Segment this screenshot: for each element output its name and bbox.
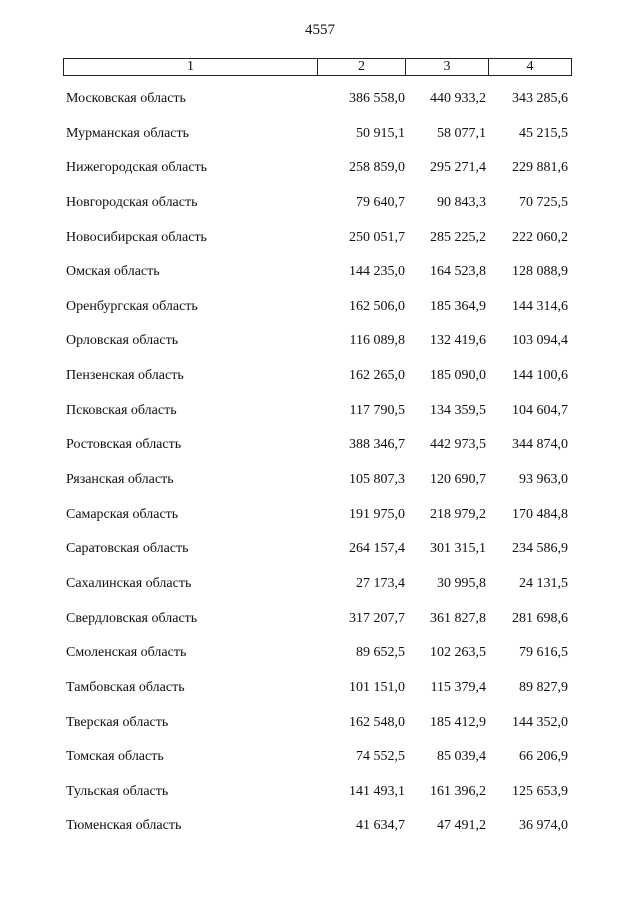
value-col-2: 162 548,0 [349,714,405,730]
value-col-4: 104 604,7 [512,402,568,418]
table-row [63,359,571,394]
value-col-4: 229 881,6 [512,160,568,176]
region-name: Мурманская область [66,125,190,141]
value-col-2: 74 552,5 [356,749,405,765]
table-row [63,290,571,325]
value-col-3: 134 359,5 [430,402,486,418]
value-col-3: 90 843,3 [437,194,486,210]
region-name: Смоленская область [66,645,187,661]
value-col-3: 164 523,8 [430,264,486,280]
value-col-3: 120 690,7 [430,472,486,488]
value-col-4: 66 206,9 [519,749,568,765]
value-col-3: 442 973,5 [430,437,486,453]
table-row [63,324,571,359]
column-header-1: 1 [64,59,318,76]
value-col-2: 79 640,7 [356,194,405,210]
value-col-2: 258 859,0 [349,160,405,176]
value-col-2: 141 493,1 [349,783,405,799]
region-name: Московская область [66,91,186,106]
value-col-3: 132 419,6 [430,333,486,349]
value-col-2: 388 346,7 [349,437,405,453]
region-name: Сахалинская область [66,575,192,591]
table-row [63,775,571,810]
region-name: Тверская область [66,714,169,730]
value-col-4: 343 285,6 [512,91,568,106]
value-col-4: 89 827,9 [519,679,568,695]
value-col-4: 144 352,0 [512,714,568,730]
value-col-4: 24 131,5 [519,575,568,591]
region-name: Псковская область [66,402,177,418]
value-col-3: 30 995,8 [437,575,486,591]
table-row [63,532,571,567]
table-row [63,567,571,602]
region-name: Саратовская область [66,541,189,557]
value-col-3: 47 491,2 [437,818,486,834]
value-col-2: 191 975,0 [349,506,405,522]
value-col-2: 101 151,0 [349,679,405,695]
value-col-4: 170 484,8 [512,506,568,522]
region-name: Новосибирская область [66,229,207,245]
table-row [63,151,571,186]
value-col-3: 185 364,9 [430,298,486,314]
region-name: Свердловская область [66,610,198,626]
value-col-3: 361 827,8 [430,610,486,626]
value-col-2: 386 558,0 [349,91,405,106]
region-name: Оренбургская область [66,298,198,314]
value-col-2: 41 634,7 [356,818,405,834]
value-col-4: 70 725,5 [519,194,568,210]
region-name: Ростовская область [66,437,182,453]
table-row [63,636,571,671]
region-name: Самарская область [66,506,179,522]
page-number: 4557 [305,22,335,38]
value-col-4: 222 060,2 [512,229,568,245]
region-name: Омская область [66,264,160,280]
column-header-2: 2 [318,59,406,76]
table-row [63,463,571,498]
region-name: Орловская область [66,333,179,349]
table-row [63,809,571,844]
table-row [63,428,571,463]
value-col-2: 117 790,5 [349,402,405,418]
value-col-3: 218 979,2 [430,506,486,522]
value-col-3: 185 090,0 [430,368,486,384]
table-row [63,117,571,152]
value-col-2: 50 915,1 [356,125,405,141]
table-header [63,58,572,76]
column-header-3: 3 [406,59,489,76]
region-name: Пензенская область [66,368,184,384]
region-name: Тульская область [66,783,169,799]
value-col-4: 125 653,9 [512,783,568,799]
value-col-2: 162 265,0 [349,368,405,384]
value-col-2: 89 652,5 [356,645,405,661]
value-col-4: 344 874,0 [512,437,568,453]
table-row [63,602,571,637]
value-col-4: 36 974,0 [519,818,568,834]
value-col-3: 115 379,4 [430,679,486,695]
value-col-3: 85 039,4 [437,749,486,765]
column-header-4: 4 [489,59,572,76]
region-name: Рязанская область [66,472,174,488]
table-row [63,671,571,706]
table-row [63,706,571,741]
table-row [63,186,571,221]
value-col-2: 105 807,3 [349,472,405,488]
value-col-3: 301 315,1 [430,541,486,557]
value-col-3: 295 271,4 [430,160,486,176]
value-col-2: 162 506,0 [349,298,405,314]
value-col-2: 27 173,4 [356,575,405,591]
region-name: Томская область [66,749,164,765]
table-row [63,82,571,117]
value-col-3: 58 077,1 [437,125,486,141]
value-col-2: 144 235,0 [349,264,405,280]
value-col-3: 185 412,9 [430,714,486,730]
table-body [63,82,571,844]
table-row [63,394,571,429]
region-name: Тамбовская область [66,679,185,695]
value-col-2: 250 051,7 [349,229,405,245]
table-row [63,221,571,256]
value-col-4: 234 586,9 [512,541,568,557]
value-col-4: 45 215,5 [519,125,568,141]
table-row [63,498,571,533]
value-col-4: 79 616,5 [519,645,568,661]
value-col-4: 128 088,9 [512,264,568,280]
value-col-3: 102 263,5 [430,645,486,661]
value-col-3: 161 396,2 [430,783,486,799]
value-col-3: 285 225,2 [430,229,486,245]
value-col-4: 144 314,6 [512,298,568,314]
table-row [63,255,571,290]
value-col-2: 264 157,4 [349,541,405,557]
value-col-4: 144 100,6 [512,368,568,384]
value-col-4: 103 094,4 [512,333,568,349]
region-name: Нижегородская область [66,160,208,176]
value-col-4: 93 963,0 [519,472,568,488]
value-col-4: 281 698,6 [512,610,568,626]
value-col-3: 440 933,2 [430,91,486,106]
value-col-2: 116 089,8 [349,333,405,349]
region-name: Новгородская область [66,194,198,210]
value-col-2: 317 207,7 [349,610,405,626]
table-row [63,740,571,775]
region-name: Тюменская область [66,818,182,834]
